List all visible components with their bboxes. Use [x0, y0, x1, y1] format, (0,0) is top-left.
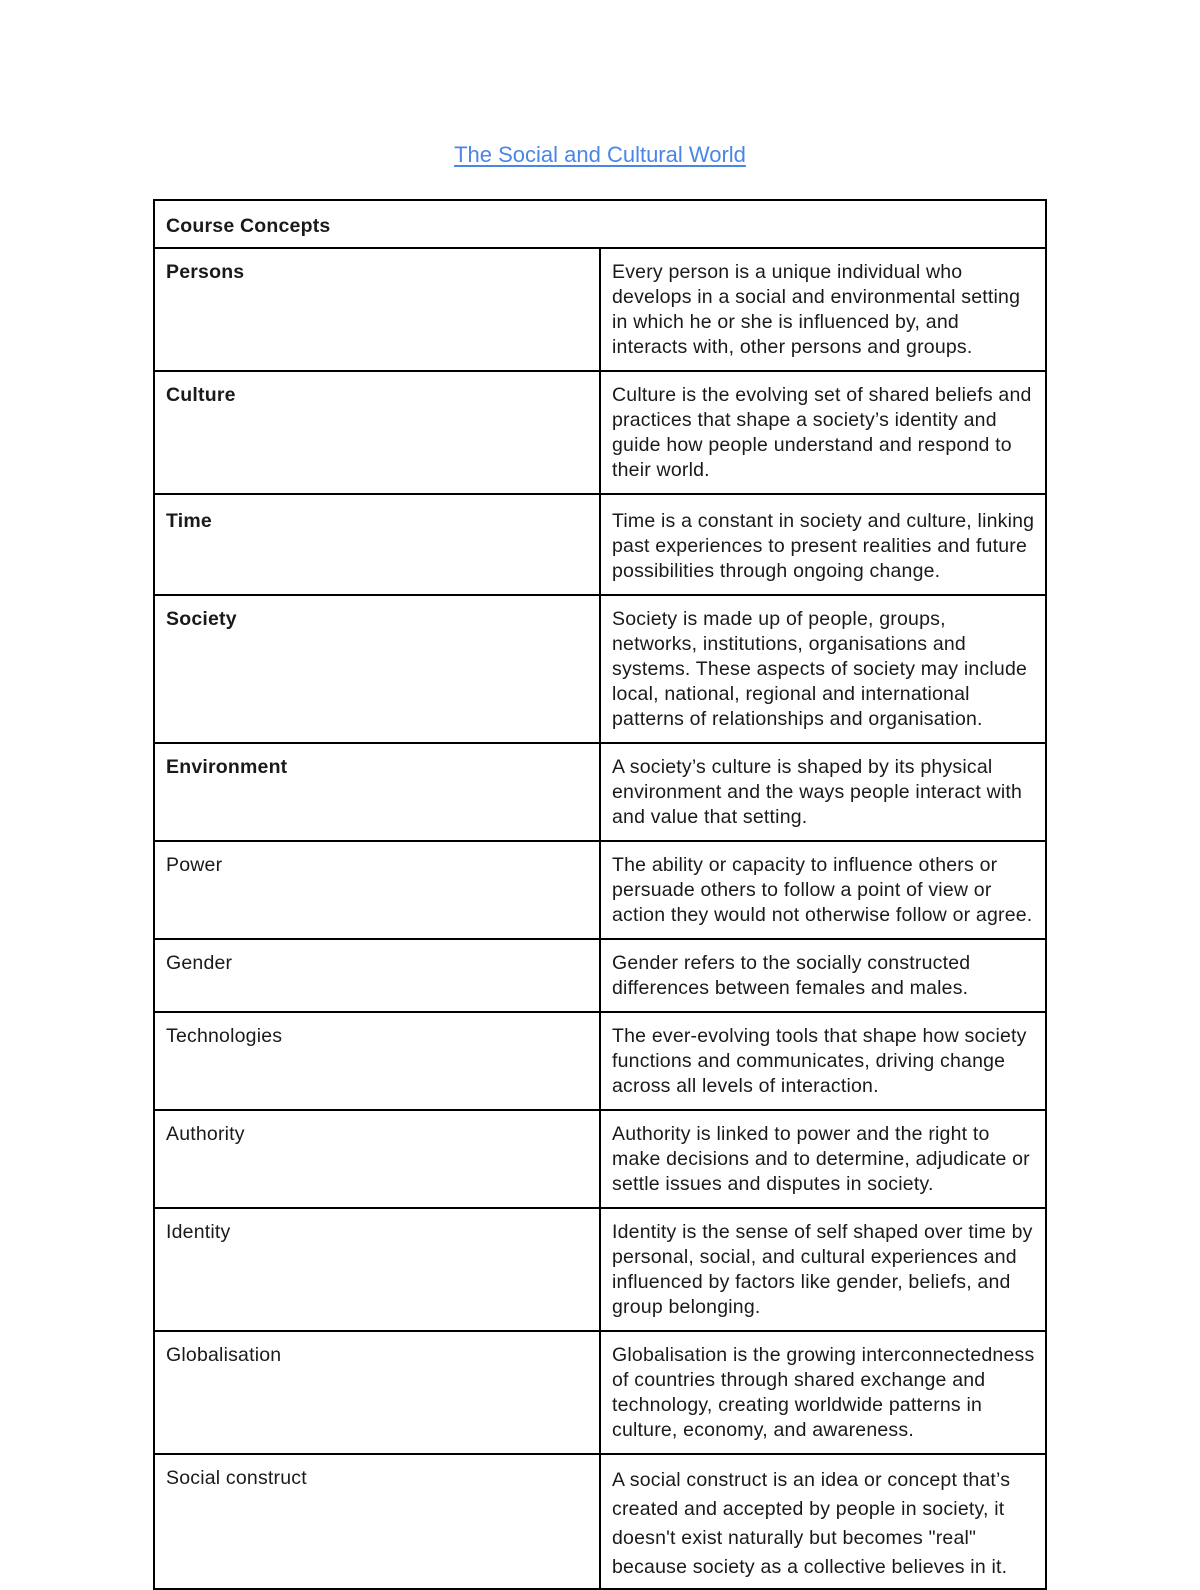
- concept-definition: Culture is the evolving set of shared beliefs and practices that shape a society’s identity and guide how people understand and respond to their world.: [600, 371, 1046, 494]
- concept-term: Environment: [154, 743, 600, 841]
- concept-term: Technologies: [154, 1012, 600, 1110]
- concept-definition: Society is made up of people, groups, networks, institutions, organisations and systems. These aspects of society may include local, national, regional and international patterns of relationships and organisation.: [600, 595, 1046, 743]
- concept-term: Culture: [154, 371, 600, 494]
- concept-term: Globalisation: [154, 1331, 600, 1454]
- concept-definition: Time is a constant in society and culture, linking past experiences to present realities and future possibilities through ongoing change.: [600, 494, 1046, 595]
- concept-term: Authority: [154, 1110, 600, 1208]
- concept-term: Power: [154, 841, 600, 939]
- concept-term: Time: [154, 494, 600, 595]
- table-row: [154, 743, 1046, 841]
- concept-definition: Globalisation is the growing interconnectedness of countries through shared exchange and technology, creating worldwide patterns in culture, economy, and awareness.: [600, 1331, 1046, 1454]
- concept-definition: The ever-evolving tools that shape how society functions and communicates, driving change across all levels of interaction.: [600, 1012, 1046, 1110]
- table-row: [154, 1454, 1046, 1589]
- concept-definition: Every person is a unique individual who develops in a social and environmental setting in which he or she is influenced by, and interacts with, other persons and groups.: [600, 248, 1046, 371]
- concept-term: Gender: [154, 939, 600, 1012]
- concept-term: Persons: [154, 248, 600, 371]
- concept-term: Identity: [154, 1208, 600, 1331]
- table-row: [154, 939, 1046, 1012]
- table-row: [154, 1110, 1046, 1208]
- concept-term: Society: [154, 595, 600, 743]
- concept-definition: Authority is linked to power and the right to make decisions and to determine, adjudicate or settle issues and disputes in society.: [600, 1110, 1046, 1208]
- table-row: [154, 1331, 1046, 1454]
- course-concepts-table: [153, 199, 1047, 1590]
- concept-term: Social construct: [154, 1454, 600, 1589]
- table-row: [154, 1208, 1046, 1331]
- table-row: [154, 1012, 1046, 1110]
- document-title: The Social and Cultural World: [454, 142, 746, 167]
- concept-definition: A social construct is an idea or concept that’s created and accepted by people in society, it doesn't exist naturally but becomes "real" because society as a collective believes in it.: [600, 1454, 1046, 1589]
- table-row: [154, 248, 1046, 371]
- table-header-row: [154, 200, 1046, 248]
- concept-definition: The ability or capacity to influence others or persuade others to follow a point of view or action they would not otherwise follow or agree.: [600, 841, 1046, 939]
- table-row: [154, 841, 1046, 939]
- table-row: [154, 595, 1046, 743]
- concept-definition: Identity is the sense of self shaped over time by personal, social, and cultural experiences and influenced by factors like gender, beliefs, and group belonging.: [600, 1208, 1046, 1331]
- concept-definition: Gender refers to the socially constructed differences between females and males.: [600, 939, 1046, 1012]
- table-header: Course Concepts: [154, 200, 1046, 248]
- concept-definition: A society’s culture is shaped by its physical environment and the ways people interact with and value that setting.: [600, 743, 1046, 841]
- table-row: [154, 494, 1046, 595]
- table-row: [154, 371, 1046, 494]
